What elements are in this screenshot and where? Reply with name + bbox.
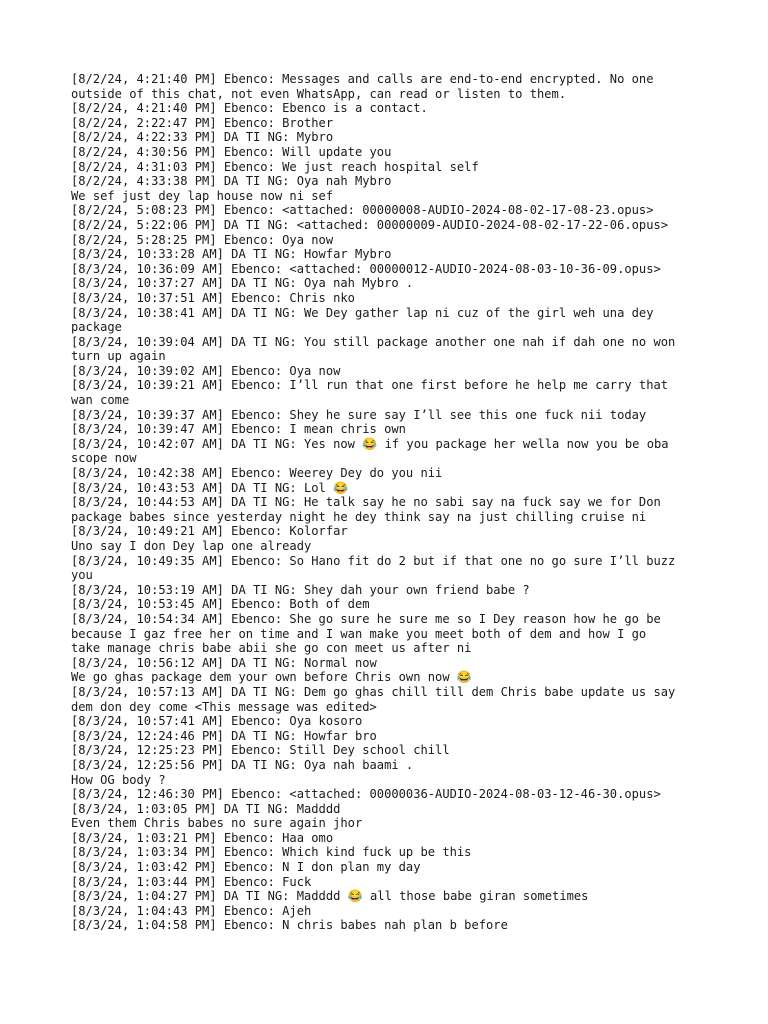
transcript-line: [8/3/24, 10:37:51 AM] Ebenco: Chris nko: [71, 290, 355, 305]
transcript-line: [8/3/24, 1:04:43 PM] Ebenco: Ajeh: [71, 903, 312, 918]
transcript-line: [8/2/24, 4:31:03 PM] Ebenco: We just reach hospital self: [71, 159, 479, 174]
transcript-line: [8/3/24, 1:03:05 PM] DA TI NG: Madddd: [71, 801, 341, 816]
transcript-line: [8/2/24, 4:21:40 PM] Ebenco: Ebenco is a contact.: [71, 101, 428, 116]
chat-transcript: [71, 72, 711, 933]
transcript-line: [8/3/24, 10:42:38 AM] Ebenco: Weerey Dey do you nii: [71, 466, 443, 481]
transcript-line: Even them Chris babes no sure again jhor: [71, 816, 363, 831]
transcript-line: [8/2/24, 5:08:23 PM] Ebenco: <attached: 00000008-AUDIO-2024-08-02-17-08-23.opus>: [71, 203, 654, 218]
transcript-line: [8/3/24, 10:53:45 AM] Ebenco: Both of dem: [71, 597, 370, 612]
transcript-line: scope now: [71, 451, 137, 466]
transcript-line: [8/3/24, 12:25:56 PM] DA TI NG: Oya nah baami .: [71, 757, 414, 772]
transcript-line: [8/3/24, 10:43:53 AM] DA TI NG: Lol 😂: [71, 480, 349, 495]
transcript-line: [8/3/24, 10:56:12 AM] DA TI NG: Normal now: [71, 655, 377, 670]
transcript-line: [8/3/24, 1:03:34 PM] Ebenco: Which kind fuck up be this: [71, 845, 472, 860]
transcript-line: [8/3/24, 1:03:44 PM] Ebenco: Fuck: [71, 874, 312, 889]
transcript-line: [8/3/24, 10:53:19 AM] DA TI NG: Shey dah your own friend babe ?: [71, 582, 530, 597]
transcript-line: [8/3/24, 1:04:27 PM] DA TI NG: Madddd 😂 all those babe giran sometimes: [71, 889, 589, 904]
transcript-line: [8/3/24, 10:39:04 AM] DA TI NG: You still package another one nah if dah one no won: [71, 334, 676, 349]
transcript-line: wan come: [71, 393, 130, 408]
transcript-line: We sef just dey lap house now ni sef: [71, 188, 334, 203]
transcript-line: [8/3/24, 10:39:37 AM] Ebenco: Shey he sure say I’ll see this one fuck nii today: [71, 407, 647, 422]
transcript-line: [8/3/24, 10:39:21 AM] Ebenco: I’ll run that one first before he help me carry that: [71, 378, 669, 393]
transcript-line: [8/2/24, 4:22:33 PM] DA TI NG: Mybro: [71, 130, 334, 145]
transcript-line: [8/3/24, 10:57:13 AM] DA TI NG: Dem go ghas chill till dem Chris babe update us say: [71, 684, 676, 699]
transcript-line: [8/2/24, 5:28:25 PM] Ebenco: Oya now: [71, 232, 334, 247]
transcript-line: turn up again: [71, 349, 166, 364]
transcript-line: [8/2/24, 5:22:06 PM] DA TI NG: <attached: 00000009-AUDIO-2024-08-02-17-22-06.opus>: [71, 217, 669, 232]
transcript-line: [8/2/24, 4:33:38 PM] DA TI NG: Oya nah Mybro: [71, 174, 392, 189]
transcript-line: package babes since yesterday night he dey think say na just chilling cruise ni: [71, 509, 647, 524]
transcript-line: [8/3/24, 10:39:02 AM] Ebenco: Oya now: [71, 363, 341, 378]
transcript-line: dem don dey come <This message was edited>: [71, 699, 377, 714]
transcript-line: [8/3/24, 10:39:47 AM] Ebenco: I mean chris own: [71, 422, 406, 437]
transcript-line: [8/3/24, 1:04:58 PM] Ebenco: N chris babes nah plan b before: [71, 918, 508, 933]
transcript-line: We go ghas package dem your own before Chris own now 😂: [71, 670, 472, 685]
transcript-line: [8/3/24, 1:03:21 PM] Ebenco: Haa omo: [71, 830, 334, 845]
transcript-line: [8/2/24, 4:30:56 PM] Ebenco: Will update you: [71, 144, 392, 159]
transcript-line: you: [71, 568, 93, 583]
transcript-line: [8/3/24, 10:54:34 AM] Ebenco: She go sure he sure me so I Dey reason how he go be: [71, 611, 661, 626]
transcript-line: [8/3/24, 10:49:21 AM] Ebenco: Kolorfar: [71, 524, 348, 539]
transcript-line: [8/3/24, 12:46:30 PM] Ebenco: <attached: 00000036-AUDIO-2024-08-03-12-46-30.opus>: [71, 787, 661, 802]
transcript-line: [8/2/24, 4:21:40 PM] Ebenco: Messages and calls are end-to-end encrypted. No one: [71, 72, 654, 86]
transcript-line: [8/3/24, 10:57:41 AM] Ebenco: Oya kosoro: [71, 714, 363, 729]
transcript-line: [8/3/24, 10:37:27 AM] DA TI NG: Oya nah Mybro .: [71, 276, 414, 291]
transcript-line: [8/3/24, 12:24:46 PM] DA TI NG: Howfar bro: [71, 728, 377, 743]
transcript-line: [8/3/24, 10:33:28 AM] DA TI NG: Howfar Mybro: [71, 247, 392, 262]
transcript-line: [8/3/24, 10:42:07 AM] DA TI NG: Yes now 😂 if you package her wella now you be oba: [71, 436, 669, 451]
transcript-line: [8/3/24, 10:49:35 AM] Ebenco: So Hano fit do 2 but if that one no go sure I’ll buzz: [71, 553, 676, 568]
transcript-line: How OG body ?: [71, 772, 166, 787]
transcript-line: package: [71, 320, 122, 335]
transcript-line: [8/3/24, 10:44:53 AM] DA TI NG: He talk say he no sabi say na fuck say we for Don: [71, 495, 661, 510]
transcript-line: [8/3/24, 10:38:41 AM] DA TI NG: We Dey gather lap ni cuz of the girl weh una dey: [71, 305, 654, 320]
transcript-line: [8/3/24, 10:36:09 AM] Ebenco: <attached: 00000012-AUDIO-2024-08-03-10-36-09.opus>: [71, 261, 661, 276]
transcript-line: take manage chris babe abii she go con meet us after ni: [71, 641, 472, 656]
transcript-line: Uno say I don Dey lap one already: [71, 539, 312, 553]
transcript-line: because I gaz free her on time and I wan make you meet both of dem and how I go: [71, 626, 647, 641]
transcript-line: outside of this chat, not even WhatsApp, can read or listen to them.: [71, 86, 567, 101]
transcript-line: [8/3/24, 12:25:23 PM] Ebenco: Still Dey school chill: [71, 743, 450, 758]
transcript-line: [8/3/24, 1:03:42 PM] Ebenco: N I don plan my day: [71, 860, 421, 875]
transcript-line: [8/2/24, 2:22:47 PM] Ebenco: Brother: [71, 115, 334, 130]
